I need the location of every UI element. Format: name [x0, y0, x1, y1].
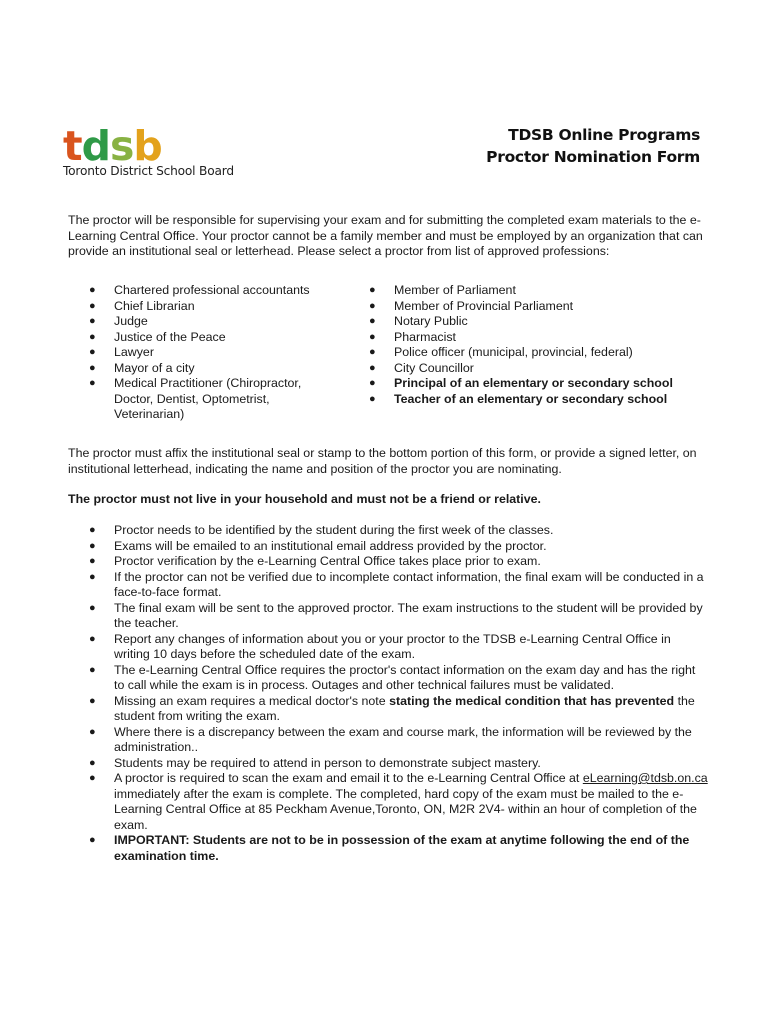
logo-subtitle: Toronto District School Board [63, 164, 234, 178]
list-item-text: Mayor of a city [114, 360, 195, 375]
bullet-icon: ● [369, 299, 376, 312]
rule-item [68, 833, 708, 864]
list-item-text: Teacher of an elementary or secondary school [394, 391, 668, 406]
bullet-icon: ● [89, 346, 96, 358]
logo-letter: t [63, 122, 82, 170]
profession-item [68, 376, 328, 423]
profession-item [348, 376, 688, 392]
logo-letter: d [81, 122, 110, 170]
household-warning: The proctor must not live in your household and must not be a friend or relative. [68, 492, 541, 506]
intro-paragraph: The proctor will be responsible for supervising your exam and for submitting the completed exam materials to the e-Learning Central Office. Your proctor cannot be a family member and must be employed by an organization that can provide an institutional seal or letterhead. Please select a proctor from list of approved professions: [68, 213, 703, 259]
list-item-text: Lawyer [114, 345, 154, 359]
profession-item [348, 361, 688, 377]
logo-letter: s [109, 122, 134, 170]
bullet-icon: ● [89, 570, 96, 583]
profession-item [68, 299, 328, 315]
tdsb-logo [63, 122, 234, 178]
rules-list [68, 523, 708, 864]
heading-line-2: Proctor Nomination Form [486, 148, 700, 166]
bullet-icon: ● [89, 772, 96, 784]
rule-text: Students may be required to attend in person to demonstrate subject mastery. [114, 755, 541, 770]
rule-item [68, 725, 708, 756]
rule-item [68, 570, 708, 601]
rule-item [68, 601, 708, 632]
heading-line-1: TDSB Online Programs [508, 126, 700, 144]
profession-item [348, 299, 688, 315]
rule-text: Missing an exam requires a medical doctor's note [114, 693, 390, 708]
bullet-icon: ● [89, 539, 96, 552]
list-item-text: Member of Provincial Parliament [394, 298, 574, 313]
bullet-icon: ● [89, 555, 96, 567]
profession-item [348, 314, 688, 330]
list-item-text: Member of Parliament [394, 283, 516, 297]
bullet-icon: ● [89, 315, 96, 327]
rule-text: A proctor is required to scan the exam and email it to the e-Learning Central Office at [114, 771, 583, 785]
rule-text: Proctor needs to be identified by the student during the first week of the classes. [114, 523, 554, 537]
rule-item [68, 771, 708, 833]
rule-text: Where there is a discrepancy between the exam and course mark, the information will be reviewed by the administration.. [114, 724, 692, 754]
list-item-text: Chartered professional accountants [114, 283, 310, 297]
profession-item [348, 330, 688, 346]
profession-item [68, 361, 328, 377]
list-item-text: Principal of an elementary or secondary school [394, 376, 673, 390]
list-item-text: Police officer (municipal, provincial, federal) [394, 345, 633, 359]
bullet-icon: ● [369, 361, 376, 374]
rule-text: immediately after the exam is complete. The completed, hard copy of the exam must be mailed to the e-Learning Central Office at 85 Peckham Avenue,Toronto, ON, M2R 2V4- within an hour of completion of the exam. [114, 786, 697, 832]
rule-item [68, 539, 708, 555]
list-item-text: City Councillor [394, 360, 474, 375]
rule-text: Report any changes of information about you or your proctor to the TDSB e-Learning Central Office in writing 10 days before the scheduled date of the exam. [114, 631, 671, 661]
profession-item [348, 392, 688, 408]
profession-item [68, 314, 328, 330]
bullet-icon: ● [89, 377, 96, 389]
email-link[interactable]: eLearning@tdsb.on.ca [582, 771, 708, 785]
bullet-icon: ● [89, 284, 96, 296]
bullet-icon: ● [369, 330, 376, 343]
seal-paragraph: The proctor must affix the institutional seal or stamp to the bottom portion of this form, or provide a signed letter, on institutional letterhead, indicating the name and position of the proctor you are nominating. [68, 446, 697, 476]
list-item-text: Judge [114, 314, 148, 328]
rule-item [68, 554, 708, 570]
bullet-icon: ● [89, 524, 96, 536]
profession-item [68, 330, 328, 346]
bullet-icon: ● [89, 601, 96, 614]
bullet-icon: ● [89, 694, 96, 707]
rule-item [68, 694, 708, 725]
bullet-icon: ● [369, 284, 376, 296]
rule-text: Proctor verification by the e-Learning Central Office takes place prior to exam. [114, 554, 541, 568]
professions-list-right [348, 283, 688, 407]
bullet-icon: ● [369, 392, 376, 405]
bullet-icon: ● [89, 632, 96, 645]
bullet-icon: ● [89, 361, 96, 374]
bullet-icon: ● [369, 315, 376, 327]
list-item-text: Justice of the Peace [114, 329, 226, 344]
rule-emphasis: IMPORTANT: Students are not to be in possession of the exam at anytime following the end of the examination time. [114, 833, 690, 863]
list-item-text: Medical Practitioner (Chiropractor, Doctor, Dentist, Optometrist, Veterinarian) [114, 376, 302, 421]
rule-item [68, 756, 708, 772]
bullet-icon: ● [89, 663, 96, 676]
rule-text: the student from writing the exam. [114, 693, 695, 723]
rule-item [68, 663, 708, 694]
profession-item [348, 345, 688, 361]
bullet-icon: ● [89, 299, 96, 312]
list-item-text: Chief Librarian [114, 298, 195, 313]
rule-item [68, 523, 708, 539]
bullet-icon: ● [89, 834, 96, 846]
list-item-text: Pharmacist [394, 329, 456, 344]
bullet-icon: ● [89, 330, 96, 343]
rule-text: The final exam will be sent to the approved proctor. The exam instructions to the student will be provided by the teacher. [114, 600, 703, 630]
profession-item [68, 283, 328, 299]
rule-emphasis: stating the medical condition that has prevented [389, 693, 675, 708]
bullet-icon: ● [89, 725, 96, 738]
rule-text: If the proctor can not be verified due to incomplete contact information, the final exam will be conducted in a face-to-face format. [114, 569, 704, 599]
bullet-icon: ● [369, 377, 376, 389]
bullet-icon: ● [369, 346, 376, 358]
bullet-icon: ● [89, 756, 96, 769]
logo-wordmark [63, 122, 234, 170]
list-item-text: Notary Public [394, 314, 468, 328]
rule-item [68, 632, 708, 663]
logo-letter: b [133, 122, 162, 170]
rule-text: Exams will be emailed to an institutional email address provided by the proctor. [114, 538, 547, 553]
profession-item [68, 345, 328, 361]
professions-list-left [68, 283, 328, 423]
profession-item [348, 283, 688, 299]
rule-text: The e-Learning Central Office requires the proctor's contact information on the exam day and has the right to call while the exam is in process. Outages and other technical failures must be validated. [114, 662, 696, 692]
form-heading [486, 124, 700, 168]
